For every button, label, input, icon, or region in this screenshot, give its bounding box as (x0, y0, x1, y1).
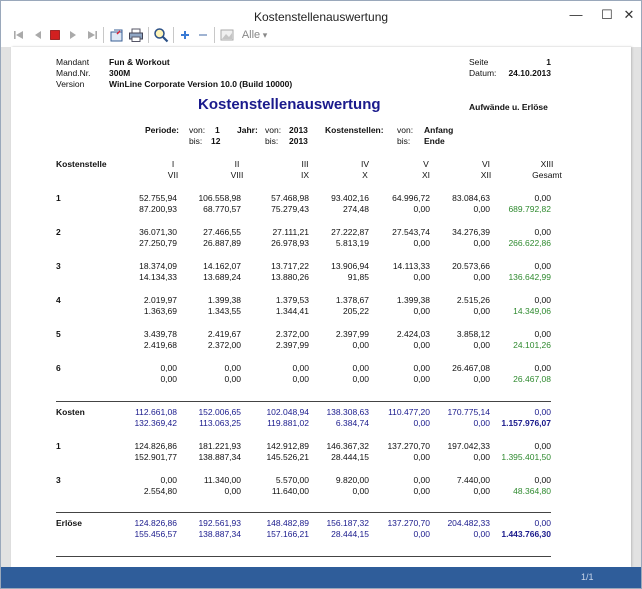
value-cell: 0,00 (352, 486, 369, 496)
value-cell: 0,00 (473, 529, 490, 539)
value-cell: 2.424,03 (396, 329, 430, 339)
value-cell: 124.826,86 (134, 518, 177, 528)
value-cell: 6.384,74 (335, 418, 369, 428)
value-cell: 14.162,07 (203, 261, 241, 271)
value-cell: 48.364,80 (513, 486, 551, 496)
row-label: 5 (56, 329, 61, 339)
maximize-button[interactable]: ☐ (601, 7, 613, 22)
periode-bis-label: bis: (189, 136, 203, 146)
value-cell: 110.477,20 (388, 407, 430, 417)
column-header-top: V (423, 159, 429, 169)
value-cell: 1.344,41 (275, 306, 309, 316)
value-cell: 148.482,89 (266, 518, 309, 528)
value-cell: 197.042,33 (447, 441, 490, 451)
kst-bis-label: bis: (397, 136, 411, 146)
column-header-top: XIII (540, 159, 554, 169)
value-cell: 0,00 (352, 363, 369, 373)
value-cell: 75.279,43 (271, 204, 309, 214)
zoom-icon[interactable] (153, 27, 169, 43)
column-header-bottom: X (362, 170, 368, 180)
value-cell: 3.439,78 (143, 329, 177, 339)
value-cell: 2.397,99 (335, 329, 369, 339)
value-cell: 0,00 (413, 475, 430, 485)
value-cell: 0,00 (413, 340, 430, 350)
value-cell: 0,00 (352, 374, 369, 384)
value-cell: 152.006,65 (198, 407, 241, 417)
value-cell: 1.379,53 (275, 295, 309, 305)
row-label: Erlöse (56, 518, 82, 528)
value-cell: 91,85 (347, 272, 369, 282)
value-cell: 170.775,14 (447, 407, 490, 417)
value-cell: 57.468,98 (271, 193, 309, 203)
value-cell: 0,00 (473, 418, 490, 428)
value-cell: 52.755,94 (139, 193, 177, 203)
row-label: 1 (56, 441, 61, 451)
value-cell: 14.349,06 (513, 306, 551, 316)
mandnr-label: Mand.Nr. (56, 68, 91, 78)
row-label: 3 (56, 475, 61, 485)
value-cell: 0,00 (534, 441, 551, 451)
value-cell: 26.467,08 (452, 363, 490, 373)
value-cell: 2.372,00 (275, 329, 309, 339)
toolbar-separator (214, 27, 215, 43)
last-page-icon[interactable] (86, 27, 98, 43)
minimize-button[interactable]: — (569, 7, 583, 22)
kst-von-value: Anfang (424, 125, 454, 135)
value-cell: 13.906,94 (331, 261, 369, 271)
value-cell: 192.561,93 (198, 518, 241, 528)
jahr-von-label: von: (265, 125, 282, 135)
value-cell: 0,00 (534, 363, 551, 373)
report-page (11, 47, 631, 567)
value-cell: 0,00 (413, 486, 430, 496)
periode-von-label: von: (189, 125, 206, 135)
column-header-kostenstelle: Kostenstelle (56, 159, 107, 169)
value-cell: 14.113,33 (392, 261, 430, 271)
value-cell: 0,00 (534, 329, 551, 339)
value-cell: 26.467,08 (513, 374, 551, 384)
value-cell: 0,00 (534, 295, 551, 305)
column-header-bottom: VII (167, 170, 179, 180)
version-label: Version (56, 79, 85, 89)
value-cell: 13.689,24 (203, 272, 241, 282)
value-cell: 2.419,68 (143, 340, 177, 350)
value-cell: 7.440,00 (456, 475, 490, 485)
close-button[interactable]: ✕ (623, 7, 635, 22)
value-cell: 20.573,66 (452, 261, 490, 271)
value-cell: 113.063,25 (199, 418, 241, 428)
value-cell: 274,48 (343, 204, 369, 214)
print-icon[interactable] (128, 27, 144, 43)
zoom-out-icon[interactable] (197, 27, 209, 43)
toolbar-separator (103, 27, 104, 43)
value-cell: 2.397,99 (275, 340, 309, 350)
column-header-bottom: Gesamt (532, 170, 562, 180)
value-cell: 1.395.401,50 (501, 452, 551, 462)
value-cell: 68.770,57 (203, 204, 241, 214)
column-header-top: III (301, 159, 309, 169)
value-cell: 0,00 (160, 475, 177, 485)
value-cell: 27.543,74 (392, 227, 430, 237)
value-cell: 14.134,33 (139, 272, 177, 282)
mandant-label: Mandant (56, 57, 90, 67)
value-cell: 0,00 (292, 374, 309, 384)
value-cell: 119.881,02 (267, 418, 309, 428)
value-cell: 5.813,19 (335, 238, 369, 248)
image-icon[interactable] (220, 27, 234, 43)
value-cell: 87.200,93 (139, 204, 177, 214)
value-cell: 0,00 (224, 486, 241, 496)
column-header-top: I (171, 159, 175, 169)
value-cell: 0,00 (413, 374, 430, 384)
value-cell: 155.456,57 (134, 529, 177, 539)
version-value: WinLine Corporate Version 10.0 (Build 10000) (109, 79, 293, 89)
report-viewer[interactable] (1, 47, 641, 567)
value-cell: 0,00 (224, 374, 241, 384)
toolbar-separator (173, 27, 174, 43)
value-cell: 9.820,00 (335, 475, 369, 485)
kostenstellen-label: Kostenstellen: (325, 125, 384, 135)
column-header-bottom: VIII (230, 170, 244, 180)
value-cell: 0,00 (160, 363, 177, 373)
row-label: 4 (56, 295, 61, 305)
value-cell: 0,00 (473, 204, 490, 214)
datum-value: 24.10.2013 (508, 68, 551, 78)
value-cell: 1.157.976,07 (501, 418, 551, 428)
value-cell: 138.887,34 (198, 529, 241, 539)
value-cell: 689.792,82 (508, 204, 551, 214)
value-cell: 145.526,21 (266, 452, 309, 462)
value-cell: 2.372,00 (207, 340, 241, 350)
column-header-top: II (234, 159, 240, 169)
page-count: 1/1 (581, 572, 594, 582)
value-cell: 1.399,38 (396, 295, 430, 305)
value-cell: 0,00 (473, 272, 490, 282)
value-cell: 146.367,32 (326, 441, 369, 451)
window-title: Kostenstellenauswertung (253, 10, 389, 24)
value-cell: 136.642,99 (508, 272, 551, 282)
value-cell: 36.071,30 (139, 227, 177, 237)
toolbar (1, 23, 641, 47)
zoom-in-icon[interactable] (179, 27, 191, 43)
chevron-down-icon[interactable]: ▾ (262, 30, 268, 40)
value-cell: 157.166,21 (266, 529, 309, 539)
value-cell: 3.858,12 (456, 329, 490, 339)
value-cell: 142.912,89 (266, 441, 309, 451)
value-cell: 5.570,00 (275, 475, 309, 485)
value-cell: 28.444,15 (331, 452, 369, 462)
jahr-bis-label: bis: (265, 136, 279, 146)
mandnr-value: 300M (109, 68, 131, 78)
section-rule (56, 512, 551, 513)
filter-select[interactable]: Alle (241, 29, 261, 41)
value-cell: 0,00 (224, 363, 241, 373)
periode-bis-value: 12 (211, 136, 221, 146)
value-cell: 0,00 (413, 238, 430, 248)
value-cell: 181.221,93 (198, 441, 241, 451)
column-header-bottom: IX (300, 170, 310, 180)
section-rule (56, 401, 551, 402)
value-cell: 156.187,32 (326, 518, 369, 528)
value-cell: 2.019,97 (143, 295, 177, 305)
value-cell: 0,00 (534, 193, 551, 203)
first-page-icon[interactable] (13, 27, 25, 43)
value-cell: 27.466,55 (203, 227, 241, 237)
value-cell: 2.554,80 (143, 486, 177, 496)
column-header-bottom: XII (480, 170, 492, 180)
value-cell: 13.880,26 (271, 272, 309, 282)
row-label: 6 (56, 363, 61, 373)
value-cell: 205,22 (343, 306, 369, 316)
value-cell: 83.084,63 (452, 193, 490, 203)
value-cell: 0,00 (473, 238, 490, 248)
value-cell: 26.887,89 (203, 238, 241, 248)
periode-label: Periode: (145, 125, 180, 135)
periode-von-value: 1 (215, 125, 220, 135)
column-header-top: VI (481, 159, 491, 169)
value-cell: 0,00 (413, 363, 430, 373)
value-cell: 0,00 (292, 363, 309, 373)
value-cell: 0,00 (534, 261, 551, 271)
value-cell: 34.276,39 (452, 227, 490, 237)
value-cell: 11.640,00 (271, 486, 309, 496)
value-cell: 18.374,09 (139, 261, 177, 271)
value-cell: 266.622,86 (508, 238, 551, 248)
value-cell: 11.340,00 (203, 475, 241, 485)
jahr-label: Jahr: (237, 125, 258, 135)
value-cell: 0,00 (352, 340, 369, 350)
stop-icon[interactable] (49, 27, 61, 43)
jahr-von-value: 2013 (289, 125, 308, 135)
mandant-value: Fun & Workout (109, 57, 170, 67)
value-cell: 0,00 (473, 452, 490, 462)
value-cell: 1.443.766,30 (501, 529, 551, 539)
footer-rule (56, 556, 551, 557)
seite-label: Seite (469, 57, 489, 67)
row-label: 2 (56, 227, 61, 237)
column-header-top: IV (360, 159, 370, 169)
value-cell: 0,00 (413, 418, 430, 428)
value-cell: 0,00 (160, 374, 177, 384)
jahr-bis-value: 2013 (289, 136, 308, 146)
value-cell: 27.250,79 (139, 238, 177, 248)
column-header-bottom: XI (421, 170, 431, 180)
datum-label: Datum: (469, 68, 497, 78)
value-cell: 2.419,67 (207, 329, 241, 339)
kst-bis-value: Ende (424, 136, 445, 146)
value-cell: 0,00 (413, 204, 430, 214)
value-cell: 124.826,86 (134, 441, 177, 451)
value-cell: 152.901,77 (134, 452, 177, 462)
value-cell: 93.402,16 (331, 193, 369, 203)
value-cell: 102.048,94 (266, 407, 309, 417)
value-cell: 27.222,87 (331, 227, 369, 237)
value-cell: 0,00 (534, 518, 551, 528)
report-title: Kostenstellenauswertung (198, 96, 381, 113)
row-label: 1 (56, 193, 61, 203)
value-cell: 204.482,33 (447, 518, 490, 528)
value-cell: 0,00 (473, 374, 490, 384)
seite-value: 1 (546, 57, 551, 67)
value-cell: 0,00 (413, 272, 430, 282)
value-cell: 1.378,67 (335, 295, 369, 305)
row-label: Kosten (56, 407, 85, 417)
value-cell: 138.308,63 (326, 407, 369, 417)
value-cell: 27.111,21 (272, 227, 309, 237)
value-cell: 24.101,26 (513, 340, 551, 350)
value-cell: 28.444,15 (331, 529, 369, 539)
value-cell: 0,00 (473, 340, 490, 350)
value-cell: 132.369,42 (134, 418, 177, 428)
value-cell: 26.978,93 (271, 238, 309, 248)
value-cell: 1.343,55 (207, 306, 241, 316)
value-cell: 0,00 (413, 529, 430, 539)
value-cell: 13.717,22 (271, 261, 309, 271)
value-cell: 0,00 (534, 475, 551, 485)
value-cell: 2.515,26 (456, 295, 490, 305)
next-page-icon[interactable] (67, 27, 79, 43)
status-bar (1, 567, 641, 588)
value-cell: 0,00 (534, 407, 551, 417)
value-cell: 106.558,98 (198, 193, 241, 203)
value-cell: 0,00 (473, 306, 490, 316)
value-cell: 0,00 (413, 452, 430, 462)
previous-page-icon[interactable] (32, 27, 44, 43)
value-cell: 0,00 (413, 306, 430, 316)
value-cell: 1.399,38 (207, 295, 241, 305)
value-cell: 137.270,70 (387, 518, 430, 528)
value-cell: 112.661,08 (135, 407, 177, 417)
value-cell: 0,00 (534, 227, 551, 237)
toolbar-separator (148, 27, 149, 43)
value-cell: 137.270,70 (387, 441, 430, 451)
export-icon[interactable] (109, 27, 125, 43)
value-cell: 0,00 (473, 486, 490, 496)
value-cell: 138.887,34 (198, 452, 241, 462)
value-cell: 64.996,72 (392, 193, 430, 203)
value-cell: 1.363,69 (143, 306, 177, 316)
kst-von-label: von: (397, 125, 414, 135)
row-label: 3 (56, 261, 61, 271)
report-subtitle: Aufwände u. Erlöse (469, 102, 548, 112)
